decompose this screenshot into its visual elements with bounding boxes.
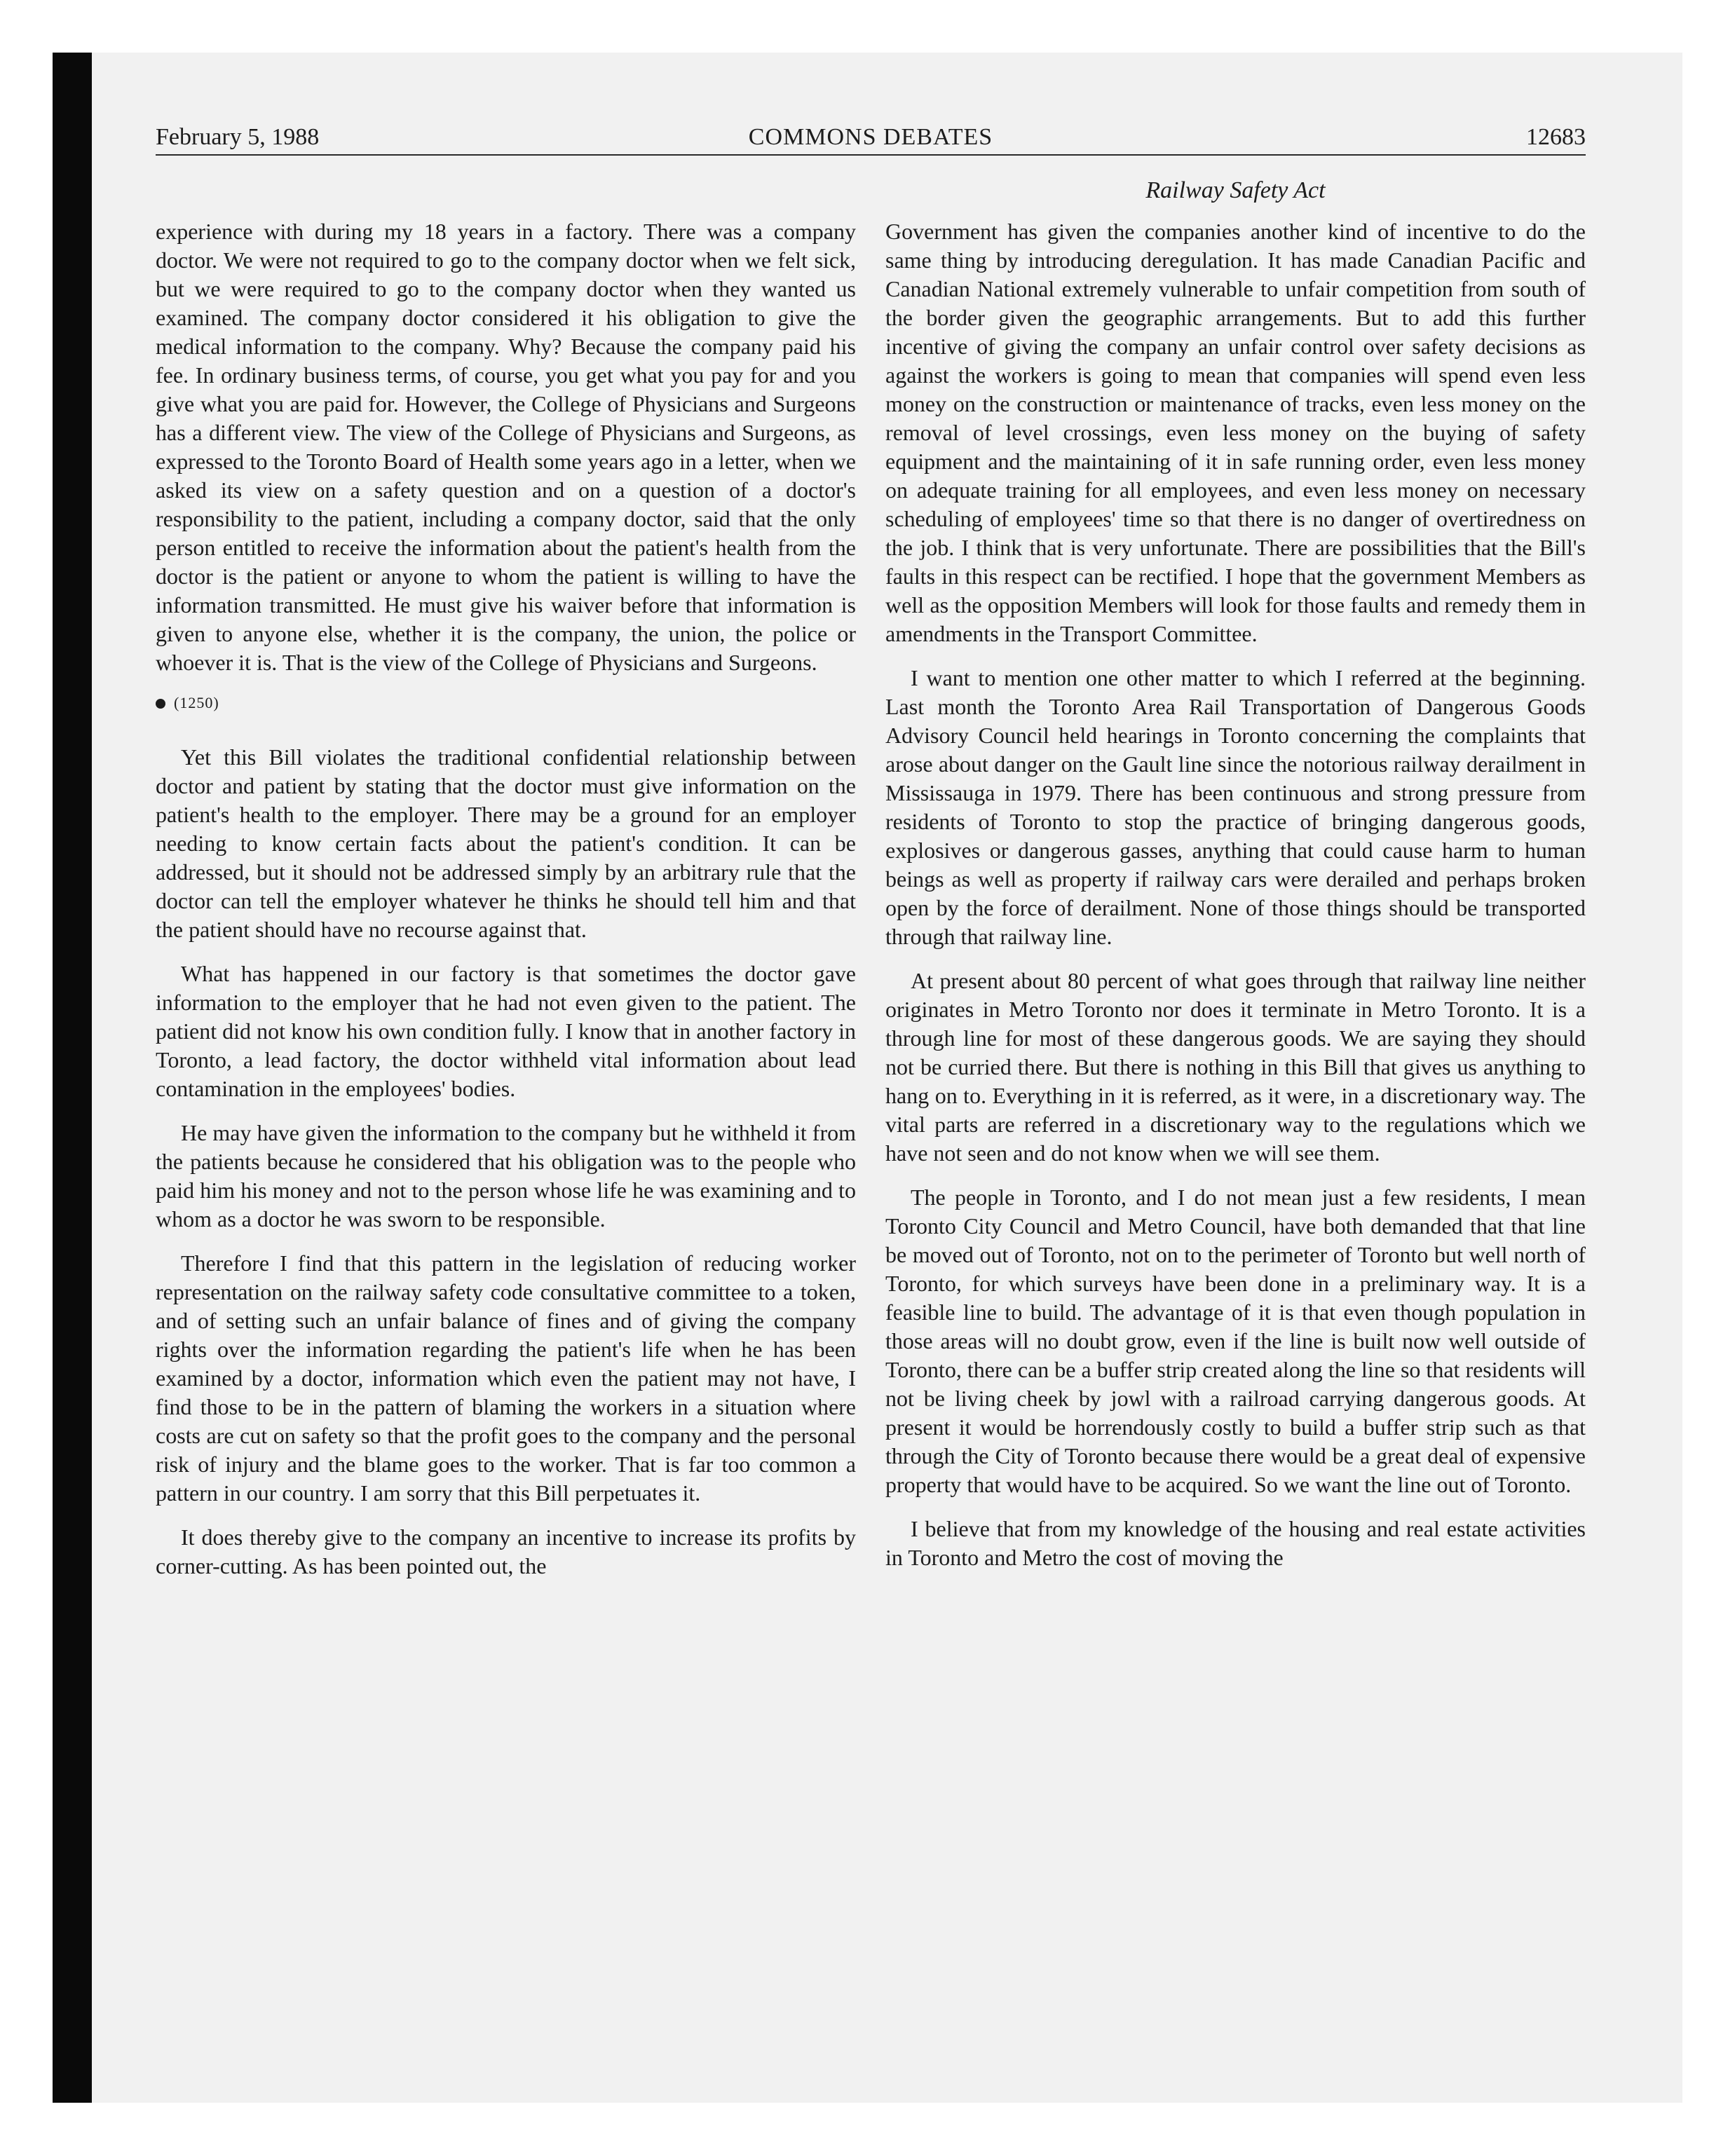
paragraph: It does thereby give to the company an incentive to increase its profits by corner-cutting. As has been pointed out, the: [156, 1524, 856, 1578]
time-marker: [156, 692, 856, 714]
paragraph: At present about 80 percent of what goes through that railway line neither originates in Metro Toronto nor does it terminate in Metro Toronto. It is a through line for most of these dangerous goods. We are saying they should not be curried there. But there is nothing in this Bill that gives us anything to hang on to. Everything in it is referred, as it were, in a discretionary way. The vital parts are referred in a discretionary way to the regulations which we have not seen and do not know when we will see them.: [885, 968, 1586, 1166]
running-title: Railway Safety Act: [1145, 177, 1326, 203]
paragraph: He may have given the information to the company but he withheld it from the patients because he considered that his obligation was to the people who paid him his money and not to the person whose life he was examining and to whom as a doctor he was sworn to be responsible.: [156, 1120, 856, 1231]
paragraph: The people in Toronto, and I do not mean just a few residents, I mean Toronto City Council and Metro Council, have both demanded that that line be moved out of Toronto, not on to the perimeter of Toronto but well north of Toronto, for which surveys have been done in a preliminary way. It is a feasible line to build. The advantage of it is that even though population in those areas will no doubt grow, even if the line is built now well outside of Toronto, there can be a buffer strip created along the line so that residents will not be living cheek by jowl with a railroad carrying dangerous goods. At present it would be horrendously costly to build a buffer strip such as that through the City of Toronto because there would be a great deal of expensive property that would have to be acquired. So we want the line out of Toronto.: [885, 1185, 1586, 1497]
right-column: [885, 217, 1586, 1588]
binding-shadow: [53, 53, 92, 2103]
header-page-number: 12683: [1526, 124, 1586, 150]
page-header: [156, 118, 1586, 157]
paragraph: Therefore I find that this pattern in the legislation of reducing worker representation on the railway safety code consultative committee to a token, and of setting such an unfair balance of fines and of giving the company rights over the information regarding the patient's life when he has been examined by a doctor, information which even the patient may not have, I find those to be in the pattern of blaming the workers in a situation where costs are cut on safety so that the profit goes to the company and the personal risk of injury and the blame goes to the worker. That is far too common a pattern in our country. I am sorry that this Bill perpetuates it.: [156, 1250, 856, 1506]
paragraph: Yet this Bill violates the traditional confidential relationship between doctor and patient by stating that the doctor must give information on the patient's health to the employer. There may be a ground for an employer needing to know certain facts about the patient's condition. It can be addressed, but it should not be addressed simply by an arbitrary rule that the doctor can tell the employer whatever he thinks he should tell him and that the patient should have no recourse against that.: [156, 744, 856, 942]
header-rule: [156, 154, 1586, 156]
header-publication: COMMONS DEBATES: [748, 124, 993, 150]
paragraph: I want to mention one other matter to which I referred at the beginning. Last month the Toronto Area Rail Transportation of Dangerous Goods Advisory Council held hearings in Toronto concerning the complaints that arose about danger on the Gault line since the notorious railway derailment in Mississauga in 1979. There has been continuous and strong pressure from residents of Toronto to stop the practice of bringing dangerous goods, explosives or dangerous gasses, anything that could cause harm to human beings as well as property if railway cars were derailed and perhaps broken open by the force of derailment. None of those things should be transported through that railway line.: [885, 665, 1586, 949]
paragraph: Government has given the companies another kind of incentive to do the same thing by introducing deregulation. It has made Canadian Pacific and Canadian National extremely vulnerable to unfair competition from south of the border given the geographic arrangements. But to add this further incentive of giving the company an unfair control over safety decisions as against the workers is going to mean that companies will spend even less money on the construction or maintenance of tracks, even less money on the removal of level crossings, even less money on the buying of safety equipment and the maintaining of it in safe running order, even less money on adequate training for all employees, and even less money on necessary scheduling of employees' time so that there is no danger of overtiredness on the job. I think that is very unfortunate. There are possibilities that the Bill's faults in this respect can be rectified. I hope that the government Members as well as the opposition Members will look for those faults and remedy them in amendments in the Transport Committee.: [885, 219, 1586, 646]
time-marker-label: (1250): [174, 694, 219, 711]
left-column: [156, 217, 856, 1596]
paragraph: What has happened in our factory is that sometimes the doctor gave information to the employer that he had not even given to the patient. The patient did not know his own condition fully. I know that in another factory in Toronto, a lead factory, the doctor withheld vital information about lead contamination in the employees' bodies.: [156, 961, 856, 1101]
paragraph: experience with during my 18 years in a factory. There was a company doctor. We were not required to go to the company doctor when we felt sick, but we were required to go to the company doctor when they wanted us examined. The company doctor considered it his obligation to give the medical information to the company. Why? Because the company paid his fee. In ordinary business terms, of course, you get what you pay for and you give what you are paid for. However, the College of Physicians and Surgeons has a different view. The view of the College of Physicians and Surgeons, as expressed to the Toronto Board of Health some years ago in a letter, when we asked its view on a safety question and on a question of a doctor's responsibility to the patient, including a company doctor, said that the only person entitled to receive the information about the patient's health from the doctor is the patient or anyone to whom the patient is willing to have the information transmitted. He must give his waiver before that information is given to anyone else, whether it is the company, the union, the police or whoever it is. That is the view of the College of Physicians and Surgeons.: [156, 219, 856, 675]
header-date: February 5, 1988: [156, 124, 320, 150]
paragraph: I believe that from my knowledge of the housing and real estate activities in Toronto and Metro the cost of moving the: [885, 1516, 1586, 1570]
bullet-icon: [156, 699, 165, 709]
